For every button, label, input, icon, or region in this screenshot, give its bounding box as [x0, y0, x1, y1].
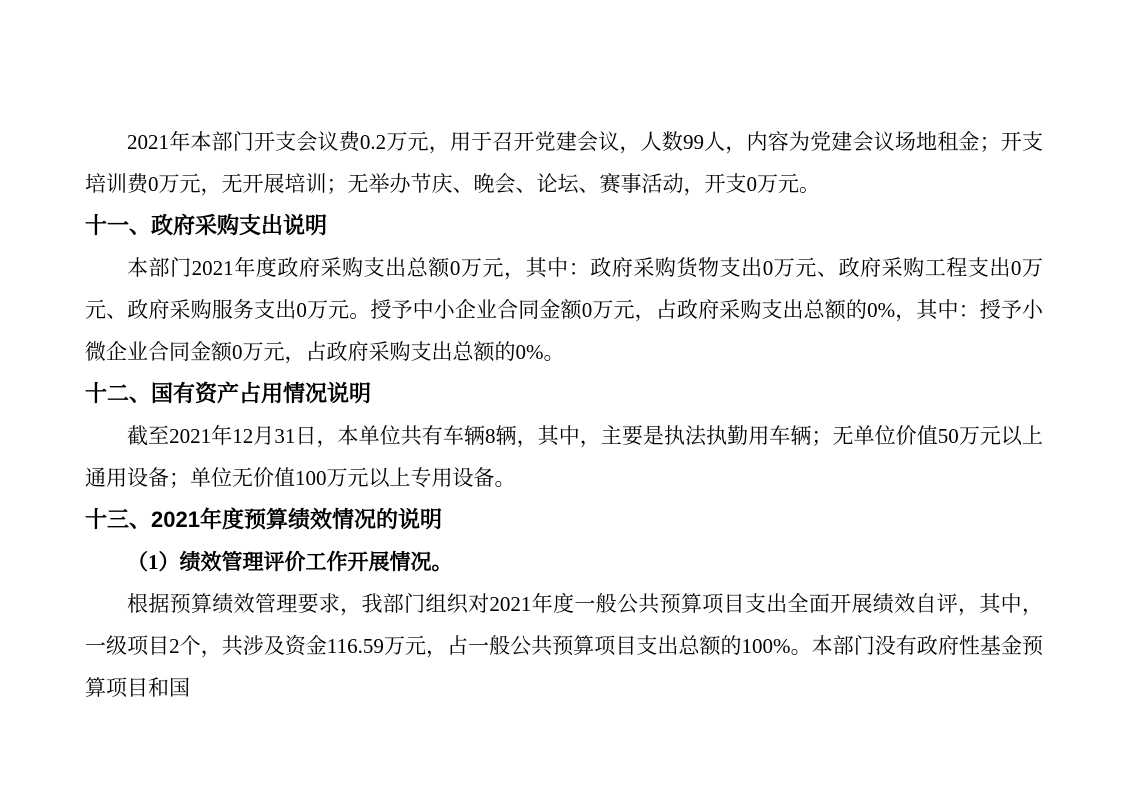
heading-13-budget-performance: 十三、2021年度预算绩效情况的说明: [85, 507, 442, 532]
paragraph-state-owned-assets: 截至2021年12月31日，本单位共有车辆8辆，其中，主要是执法执勤用车辆；无单位价值50万元以上通用设备；单位无价值100万元以上专用设备。: [85, 424, 1043, 490]
heading-11-government-procurement: 十一、政府采购支出说明: [85, 213, 328, 238]
paragraph-government-procurement: 本部门2021年度政府采购支出总额0万元，其中：政府采购货物支出0万元、政府采购工程支出0万元、政府采购服务支出0万元。授予中小企业合同金额0万元，占政府采购支出总额的0%，其中：授予小微企业合同金额0万元，占政府采购支出总额的0%。: [85, 256, 1043, 364]
heading-12-state-owned-assets: 十二、国有资产占用情况说明: [85, 381, 372, 406]
paragraph-meeting-and-training-expense: 2021年本部门开支会议费0.2万元，用于召开党建会议，人数99人，内容为党建会议场地租金；开支培训费0万元，无开展培训；无举办节庆、晚会、论坛、赛事活动，开支0万元。: [85, 130, 1043, 196]
document-body: [85, 121, 1043, 709]
paragraph-performance-self-evaluation: 根据预算绩效管理要求，我部门组织对2021年度一般公共预算项目支出全面开展绩效自评，其中，一级项目2个，共涉及资金116.59万元，占一般公共预算项目支出总额的100%。本部门没有政府性基金预算项目和国: [85, 592, 1043, 700]
subheading-performance-evaluation-work: （1）绩效管理评价工作开展情况。: [127, 550, 453, 574]
